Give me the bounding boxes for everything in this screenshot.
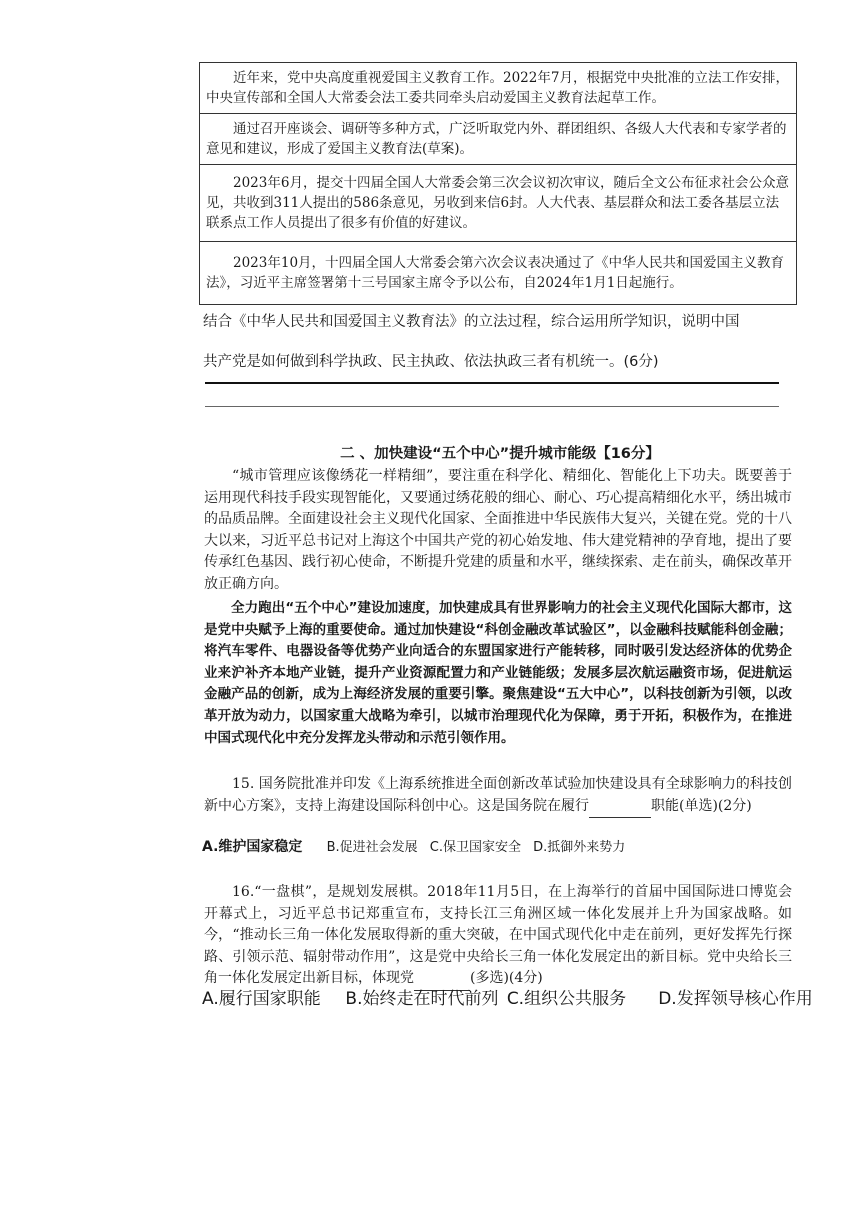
question-16 [204,882,792,991]
option-b[interactable]: B.促进社会发展 [326,840,418,855]
question-15-text: 15. 国务院批准并印发《上海系统推进全面创新改革试验加快建设具有全球影响力的科技创新中心方案》，支持上海建设国际科创中心。这是国务院在履行 [204,776,792,814]
question-15-blank[interactable] [589,796,651,819]
option-d[interactable]: D.发挥领导核心作用 [658,989,813,1009]
option-a[interactable]: A.履行国家职能 [202,989,321,1009]
legislation-timeline-table [199,62,797,305]
question-intro-line1: 结合《中华人民共和国爱国主义教育法》的立法过程，综合运用所学知识，说明中国 [203,314,740,330]
question-intro-line2: 共产党是如何做到科学执政、民主执政、依法执政三者有机统一。(6分) [203,354,659,370]
question-15 [204,774,792,818]
question-15-suffix: 职能(单选)(2分) [651,797,752,814]
option-d[interactable]: D.抵御外来势力 [533,840,626,855]
timeline-row: 近年来，党中央高度重视爱国主义教育工作。2022年7月，根据党中央批准的立法工作安排，中央宣传部和全国人大常委会法工委共同牵头启动爱国主义教育法起草工作。 [200,63,796,114]
option-c[interactable]: C.保卫国家安全 [429,840,521,855]
option-a[interactable]: A.维护国家稳定 [202,839,303,855]
timeline-row: 2023年10月，十四届全国人大常委会第六次会议表决通过了《中华人民共和国爱国主义教育法》，习近平主席签署第十三号国家主席令予以公布，自2024年1月1日起施行。 [206,255,785,291]
question-16-options [202,984,813,1009]
timeline-row: 通过召开座谈会、调研等多种方式，广泛听取党内外、群团组织、各级人大代表和专家学者的意见和建议，形成了爱国主义教育法(草案)。 [200,114,796,165]
question-16-suffix: (多选)(4分) [470,970,543,987]
paragraph-city-management: “城市管理应该像绣花一样精细”，要注重在科学化、精细化、智能化上下功夫。既要善于运用现代科技手段实现智能化，又要通过绣花般的细心、耐心、巧心提高精细化水平，绣出城市的品质品牌。全面建设社会主义现代化国家、全面推进中华民族伟大复兴，关键在党。党的十八大以来，习近平总书记对上海这个中国共产党的初心始发地、伟大建党精神的孕育地，提出了要传承红色基因、践行初心使命，不断提升党建的质量和水平，继续探索、走在前头，确保改革开放正确方向。 [204,468,792,592]
option-c[interactable]: C.组织公共服务 [506,989,627,1009]
answer-line[interactable] [205,406,779,407]
answer-line[interactable] [205,382,779,384]
timeline-row: 2023年6月，提交十四届全国人大常委会第三次会议初次审议，随后全文公布征求社会公众意见，共收到311人提出的586条意见，另收到来信6封。人大代表、基层群众和法工委各基层立法联系点工作人员提出了很多有价值的好建议。 [200,165,796,242]
section-title: 二 、加快建设“五个中心”提升城市能级【16分】 [340,446,660,462]
question-16-text: 16.“一盘棋”，是规划发展棋。2018年11月5日，在上海举行的首届中国国际进口博览会开幕式上，习近平总书记郑重宣布，支持长江三角洲区域一体化发展并上升为国家战略。如今，“推动长三角一体化发展取得新的重大突破，在中国式现代化中走在前列，更好发挥先行探路、引领示范、辐射带动作用”，这是党中央给长三角一体化发展定出的新目标。党中央给长三角一体化发展定出新目标，体现党 [204,884,792,987]
option-b[interactable]: B.始终走在时代前列 [345,989,499,1009]
paragraph-five-centers: 全力跑出“五个中心”建设加速度，加快建成具有世界影响力的社会主义现代化国际大都市，这是党中央赋予上海的重要使命。通过加快建设“科创金融改革试验区”，以金融科技赋能科创金融；将汽车零件、电器设备等优势产业向适合的东盟国家进行产能转移，同时吸引发达经济体的优势企业来沪补齐本地产业链，提升产业资源配置力和产业链能级；发展多层次航运融资市场，促进航运金融产品的创新，成为上海经济发展的重要引擎。聚焦建设“五大中心”，以科技创新为引领，以改革开放为动力，以国家重大战略为牵引，以城市治理现代化为保障，勇于开拓，积极作为，在推进中国式现代化中充分发挥龙头带动和示范引领作用。 [204,600,792,746]
question-15-options [202,836,627,856]
